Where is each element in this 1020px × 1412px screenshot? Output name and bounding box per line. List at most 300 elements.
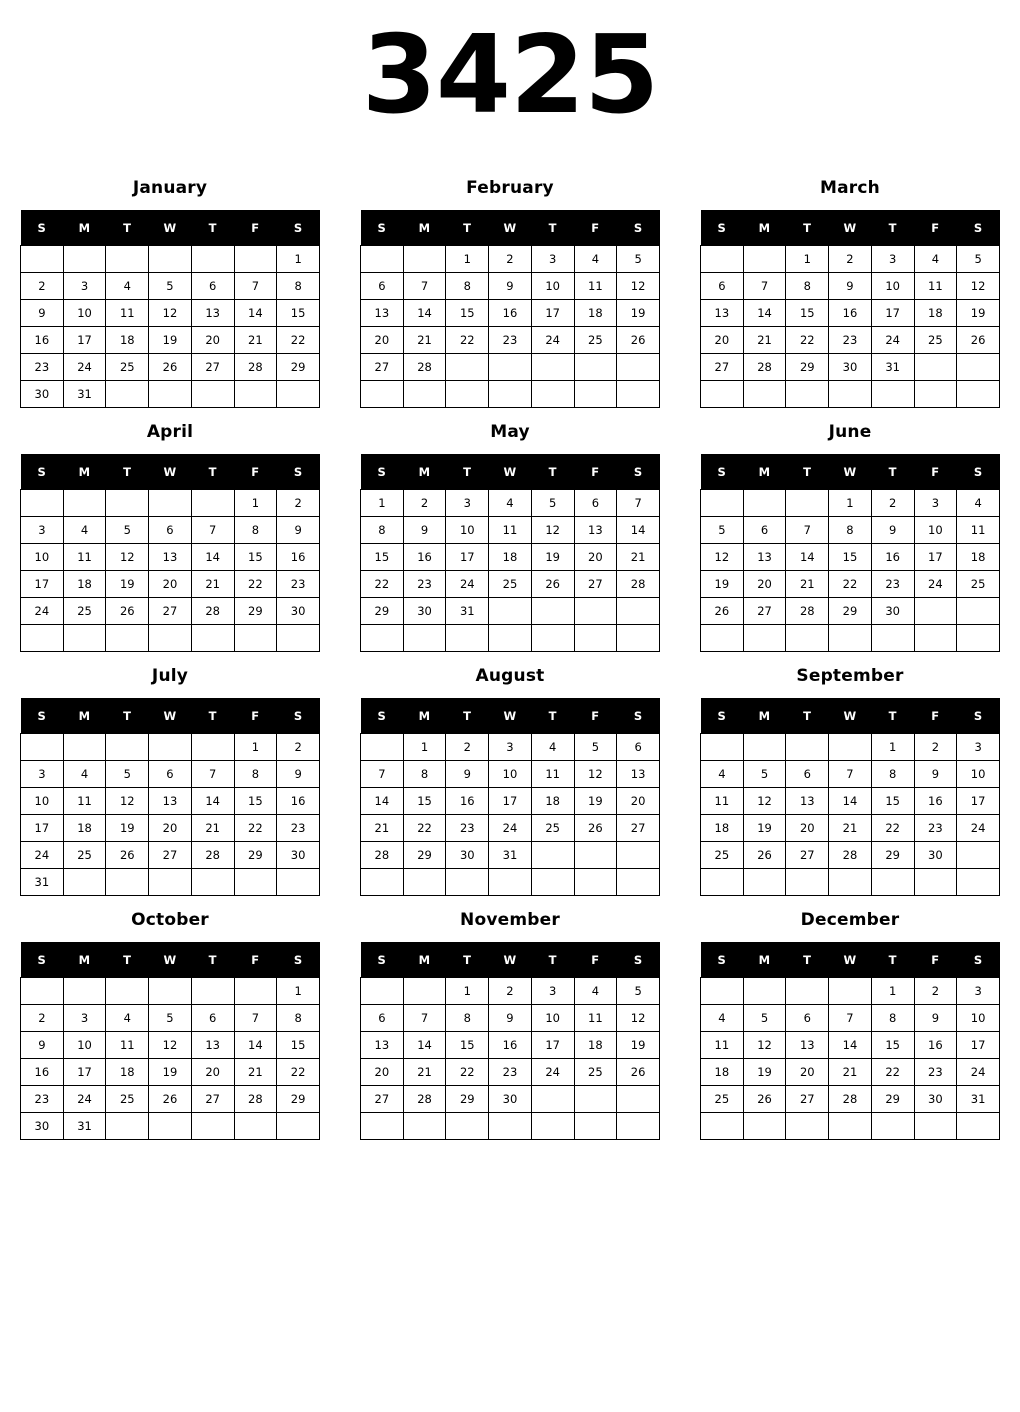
day-cell[interactable]: 7	[191, 761, 234, 788]
day-cell[interactable]: 25	[574, 1059, 617, 1086]
day-cell[interactable]: 6	[191, 1005, 234, 1032]
day-cell[interactable]: 27	[617, 815, 660, 842]
day-cell[interactable]: 21	[829, 1059, 872, 1086]
day-cell[interactable]: 13	[574, 517, 617, 544]
day-cell[interactable]: 18	[957, 544, 1000, 571]
day-cell[interactable]: 6	[361, 1005, 404, 1032]
day-cell[interactable]: 29	[871, 842, 914, 869]
day-cell[interactable]: 3	[21, 761, 64, 788]
day-cell[interactable]: 9	[489, 273, 532, 300]
day-cell[interactable]: 7	[617, 490, 660, 517]
day-cell[interactable]: 25	[957, 571, 1000, 598]
day-cell[interactable]: 31	[871, 354, 914, 381]
day-cell[interactable]: 23	[403, 571, 446, 598]
day-cell[interactable]: 3	[957, 978, 1000, 1005]
day-cell[interactable]: 12	[743, 788, 786, 815]
day-cell[interactable]: 4	[531, 734, 574, 761]
day-cell[interactable]: 5	[574, 734, 617, 761]
day-cell[interactable]: 2	[489, 978, 532, 1005]
day-cell[interactable]: 12	[617, 1005, 660, 1032]
day-cell[interactable]: 21	[743, 327, 786, 354]
day-cell[interactable]: 20	[617, 788, 660, 815]
day-cell[interactable]: 4	[489, 490, 532, 517]
day-cell[interactable]: 13	[786, 1032, 829, 1059]
day-cell[interactable]: 9	[914, 1005, 957, 1032]
day-cell[interactable]: 18	[701, 815, 744, 842]
day-cell[interactable]: 14	[617, 517, 660, 544]
day-cell[interactable]: 26	[743, 1086, 786, 1113]
day-cell[interactable]: 3	[531, 978, 574, 1005]
day-cell[interactable]: 4	[957, 490, 1000, 517]
day-cell[interactable]: 13	[361, 1032, 404, 1059]
day-cell[interactable]: 7	[403, 273, 446, 300]
day-cell[interactable]: 6	[743, 517, 786, 544]
day-cell[interactable]: 30	[446, 842, 489, 869]
day-cell[interactable]: 22	[234, 571, 277, 598]
day-cell[interactable]: 22	[361, 571, 404, 598]
day-cell[interactable]: 8	[361, 517, 404, 544]
day-cell[interactable]: 21	[617, 544, 660, 571]
day-cell[interactable]: 13	[361, 300, 404, 327]
day-cell[interactable]: 22	[871, 815, 914, 842]
day-cell[interactable]: 29	[403, 842, 446, 869]
day-cell[interactable]: 29	[871, 1086, 914, 1113]
day-cell[interactable]: 25	[63, 842, 106, 869]
day-cell[interactable]: 26	[957, 327, 1000, 354]
day-cell[interactable]: 2	[21, 1005, 64, 1032]
day-cell[interactable]: 11	[701, 1032, 744, 1059]
day-cell[interactable]: 8	[871, 761, 914, 788]
day-cell[interactable]: 15	[234, 788, 277, 815]
day-cell[interactable]: 11	[106, 1032, 149, 1059]
day-cell[interactable]: 2	[914, 978, 957, 1005]
day-cell[interactable]: 19	[957, 300, 1000, 327]
day-cell[interactable]: 15	[234, 544, 277, 571]
day-cell[interactable]: 20	[574, 544, 617, 571]
day-cell[interactable]: 24	[531, 327, 574, 354]
day-cell[interactable]: 9	[914, 761, 957, 788]
day-cell[interactable]: 9	[446, 761, 489, 788]
day-cell[interactable]: 28	[191, 598, 234, 625]
day-cell[interactable]: 27	[743, 598, 786, 625]
day-cell[interactable]: 18	[531, 788, 574, 815]
day-cell[interactable]: 23	[914, 1059, 957, 1086]
day-cell[interactable]: 19	[617, 1032, 660, 1059]
day-cell[interactable]: 21	[403, 327, 446, 354]
day-cell[interactable]: 9	[21, 300, 64, 327]
day-cell[interactable]: 10	[489, 761, 532, 788]
day-cell[interactable]: 14	[403, 1032, 446, 1059]
day-cell[interactable]: 29	[786, 354, 829, 381]
day-cell[interactable]: 8	[446, 273, 489, 300]
day-cell[interactable]: 10	[871, 273, 914, 300]
day-cell[interactable]: 21	[191, 571, 234, 598]
day-cell[interactable]: 6	[786, 1005, 829, 1032]
day-cell[interactable]: 8	[403, 761, 446, 788]
day-cell[interactable]: 20	[743, 571, 786, 598]
day-cell[interactable]: 26	[701, 598, 744, 625]
day-cell[interactable]: 17	[957, 788, 1000, 815]
day-cell[interactable]: 19	[617, 300, 660, 327]
day-cell[interactable]: 3	[63, 1005, 106, 1032]
day-cell[interactable]: 30	[277, 842, 320, 869]
day-cell[interactable]: 20	[149, 571, 192, 598]
day-cell[interactable]: 18	[489, 544, 532, 571]
day-cell[interactable]: 24	[21, 842, 64, 869]
day-cell[interactable]: 27	[191, 1086, 234, 1113]
day-cell[interactable]: 7	[234, 1005, 277, 1032]
day-cell[interactable]: 28	[403, 1086, 446, 1113]
day-cell[interactable]: 13	[149, 788, 192, 815]
day-cell[interactable]: 20	[786, 815, 829, 842]
day-cell[interactable]: 10	[957, 1005, 1000, 1032]
day-cell[interactable]: 30	[829, 354, 872, 381]
day-cell[interactable]: 3	[489, 734, 532, 761]
day-cell[interactable]: 18	[914, 300, 957, 327]
day-cell[interactable]: 8	[277, 273, 320, 300]
day-cell[interactable]: 4	[914, 246, 957, 273]
day-cell[interactable]: 16	[403, 544, 446, 571]
day-cell[interactable]: 21	[403, 1059, 446, 1086]
day-cell[interactable]: 31	[446, 598, 489, 625]
day-cell[interactable]: 6	[701, 273, 744, 300]
day-cell[interactable]: 22	[403, 815, 446, 842]
day-cell[interactable]: 29	[829, 598, 872, 625]
day-cell[interactable]: 25	[531, 815, 574, 842]
day-cell[interactable]: 4	[574, 978, 617, 1005]
day-cell[interactable]: 5	[743, 761, 786, 788]
day-cell[interactable]: 10	[914, 517, 957, 544]
day-cell[interactable]: 3	[914, 490, 957, 517]
day-cell[interactable]: 16	[914, 788, 957, 815]
day-cell[interactable]: 10	[957, 761, 1000, 788]
day-cell[interactable]: 17	[531, 1032, 574, 1059]
day-cell[interactable]: 4	[574, 246, 617, 273]
day-cell[interactable]: 20	[191, 327, 234, 354]
day-cell[interactable]: 4	[106, 1005, 149, 1032]
day-cell[interactable]: 4	[63, 761, 106, 788]
day-cell[interactable]: 4	[106, 273, 149, 300]
day-cell[interactable]: 2	[277, 734, 320, 761]
day-cell[interactable]: 10	[446, 517, 489, 544]
day-cell[interactable]: 1	[403, 734, 446, 761]
day-cell[interactable]: 9	[871, 517, 914, 544]
day-cell[interactable]: 3	[531, 246, 574, 273]
day-cell[interactable]: 14	[191, 788, 234, 815]
day-cell[interactable]: 6	[149, 761, 192, 788]
day-cell[interactable]: 2	[21, 273, 64, 300]
day-cell[interactable]: 24	[446, 571, 489, 598]
day-cell[interactable]: 11	[957, 517, 1000, 544]
day-cell[interactable]: 21	[234, 1059, 277, 1086]
day-cell[interactable]: 13	[149, 544, 192, 571]
day-cell[interactable]: 14	[403, 300, 446, 327]
day-cell[interactable]: 10	[21, 788, 64, 815]
day-cell[interactable]: 16	[489, 300, 532, 327]
day-cell[interactable]: 21	[234, 327, 277, 354]
day-cell[interactable]: 2	[871, 490, 914, 517]
day-cell[interactable]: 28	[234, 354, 277, 381]
day-cell[interactable]: 15	[446, 1032, 489, 1059]
day-cell[interactable]: 20	[786, 1059, 829, 1086]
day-cell[interactable]: 13	[191, 300, 234, 327]
day-cell[interactable]: 5	[531, 490, 574, 517]
day-cell[interactable]: 3	[446, 490, 489, 517]
day-cell[interactable]: 19	[531, 544, 574, 571]
day-cell[interactable]: 28	[617, 571, 660, 598]
day-cell[interactable]: 6	[786, 761, 829, 788]
day-cell[interactable]: 16	[277, 544, 320, 571]
day-cell[interactable]: 17	[63, 1059, 106, 1086]
day-cell[interactable]: 22	[786, 327, 829, 354]
day-cell[interactable]: 9	[277, 761, 320, 788]
day-cell[interactable]: 23	[489, 327, 532, 354]
day-cell[interactable]: 3	[21, 517, 64, 544]
day-cell[interactable]: 25	[574, 327, 617, 354]
day-cell[interactable]: 26	[149, 1086, 192, 1113]
day-cell[interactable]: 14	[786, 544, 829, 571]
day-cell[interactable]: 30	[871, 598, 914, 625]
day-cell[interactable]: 28	[403, 354, 446, 381]
day-cell[interactable]: 11	[63, 788, 106, 815]
day-cell[interactable]: 2	[914, 734, 957, 761]
day-cell[interactable]: 1	[446, 246, 489, 273]
day-cell[interactable]: 24	[871, 327, 914, 354]
day-cell[interactable]: 23	[914, 815, 957, 842]
day-cell[interactable]: 14	[234, 300, 277, 327]
day-cell[interactable]: 6	[617, 734, 660, 761]
day-cell[interactable]: 30	[21, 1113, 64, 1140]
day-cell[interactable]: 11	[63, 544, 106, 571]
day-cell[interactable]: 3	[63, 273, 106, 300]
day-cell[interactable]: 7	[234, 273, 277, 300]
day-cell[interactable]: 17	[446, 544, 489, 571]
day-cell[interactable]: 30	[914, 842, 957, 869]
day-cell[interactable]: 8	[234, 517, 277, 544]
day-cell[interactable]: 20	[361, 327, 404, 354]
day-cell[interactable]: 15	[871, 788, 914, 815]
day-cell[interactable]: 7	[361, 761, 404, 788]
day-cell[interactable]: 10	[63, 1032, 106, 1059]
day-cell[interactable]: 15	[277, 300, 320, 327]
day-cell[interactable]: 25	[63, 598, 106, 625]
day-cell[interactable]: 16	[871, 544, 914, 571]
day-cell[interactable]: 28	[361, 842, 404, 869]
day-cell[interactable]: 20	[701, 327, 744, 354]
day-cell[interactable]: 10	[21, 544, 64, 571]
day-cell[interactable]: 1	[361, 490, 404, 517]
day-cell[interactable]: 9	[21, 1032, 64, 1059]
day-cell[interactable]: 14	[829, 788, 872, 815]
day-cell[interactable]: 26	[743, 842, 786, 869]
day-cell[interactable]: 23	[446, 815, 489, 842]
day-cell[interactable]: 8	[786, 273, 829, 300]
day-cell[interactable]: 6	[574, 490, 617, 517]
day-cell[interactable]: 25	[489, 571, 532, 598]
day-cell[interactable]: 23	[21, 354, 64, 381]
day-cell[interactable]: 22	[277, 1059, 320, 1086]
day-cell[interactable]: 1	[446, 978, 489, 1005]
day-cell[interactable]: 17	[21, 815, 64, 842]
day-cell[interactable]: 23	[829, 327, 872, 354]
day-cell[interactable]: 8	[871, 1005, 914, 1032]
day-cell[interactable]: 27	[361, 354, 404, 381]
day-cell[interactable]: 5	[957, 246, 1000, 273]
day-cell[interactable]: 9	[277, 517, 320, 544]
day-cell[interactable]: 26	[149, 354, 192, 381]
day-cell[interactable]: 22	[446, 1059, 489, 1086]
day-cell[interactable]: 24	[489, 815, 532, 842]
day-cell[interactable]: 11	[914, 273, 957, 300]
day-cell[interactable]: 15	[403, 788, 446, 815]
day-cell[interactable]: 27	[701, 354, 744, 381]
day-cell[interactable]: 23	[871, 571, 914, 598]
day-cell[interactable]: 26	[617, 327, 660, 354]
day-cell[interactable]: 1	[871, 978, 914, 1005]
day-cell[interactable]: 16	[489, 1032, 532, 1059]
day-cell[interactable]: 17	[957, 1032, 1000, 1059]
day-cell[interactable]: 9	[489, 1005, 532, 1032]
day-cell[interactable]: 8	[277, 1005, 320, 1032]
day-cell[interactable]: 31	[489, 842, 532, 869]
day-cell[interactable]: 30	[489, 1086, 532, 1113]
day-cell[interactable]: 11	[106, 300, 149, 327]
day-cell[interactable]: 24	[63, 1086, 106, 1113]
day-cell[interactable]: 24	[957, 1059, 1000, 1086]
day-cell[interactable]: 12	[743, 1032, 786, 1059]
day-cell[interactable]: 12	[574, 761, 617, 788]
day-cell[interactable]: 15	[446, 300, 489, 327]
day-cell[interactable]: 7	[786, 517, 829, 544]
day-cell[interactable]: 11	[489, 517, 532, 544]
day-cell[interactable]: 31	[21, 869, 64, 896]
day-cell[interactable]: 14	[234, 1032, 277, 1059]
day-cell[interactable]: 22	[871, 1059, 914, 1086]
day-cell[interactable]: 18	[63, 815, 106, 842]
day-cell[interactable]: 17	[871, 300, 914, 327]
day-cell[interactable]: 3	[957, 734, 1000, 761]
day-cell[interactable]: 18	[63, 571, 106, 598]
day-cell[interactable]: 7	[191, 517, 234, 544]
day-cell[interactable]: 28	[743, 354, 786, 381]
day-cell[interactable]: 30	[403, 598, 446, 625]
day-cell[interactable]: 5	[106, 517, 149, 544]
day-cell[interactable]: 7	[743, 273, 786, 300]
day-cell[interactable]: 16	[21, 1059, 64, 1086]
day-cell[interactable]: 26	[106, 842, 149, 869]
day-cell[interactable]: 27	[149, 842, 192, 869]
day-cell[interactable]: 13	[701, 300, 744, 327]
day-cell[interactable]: 25	[914, 327, 957, 354]
day-cell[interactable]: 2	[446, 734, 489, 761]
day-cell[interactable]: 13	[191, 1032, 234, 1059]
day-cell[interactable]: 24	[531, 1059, 574, 1086]
day-cell[interactable]: 21	[361, 815, 404, 842]
day-cell[interactable]: 12	[617, 273, 660, 300]
day-cell[interactable]: 28	[191, 842, 234, 869]
day-cell[interactable]: 30	[21, 381, 64, 408]
day-cell[interactable]: 28	[786, 598, 829, 625]
day-cell[interactable]: 7	[829, 1005, 872, 1032]
day-cell[interactable]: 14	[743, 300, 786, 327]
day-cell[interactable]: 23	[277, 815, 320, 842]
day-cell[interactable]: 31	[957, 1086, 1000, 1113]
day-cell[interactable]: 25	[106, 1086, 149, 1113]
day-cell[interactable]: 14	[361, 788, 404, 815]
day-cell[interactable]: 8	[234, 761, 277, 788]
day-cell[interactable]: 22	[234, 815, 277, 842]
day-cell[interactable]: 15	[829, 544, 872, 571]
day-cell[interactable]: 12	[531, 517, 574, 544]
day-cell[interactable]: 2	[277, 490, 320, 517]
day-cell[interactable]: 20	[361, 1059, 404, 1086]
day-cell[interactable]: 26	[574, 815, 617, 842]
day-cell[interactable]: 11	[531, 761, 574, 788]
day-cell[interactable]: 25	[701, 1086, 744, 1113]
day-cell[interactable]: 12	[106, 544, 149, 571]
day-cell[interactable]: 29	[277, 354, 320, 381]
day-cell[interactable]: 29	[234, 842, 277, 869]
day-cell[interactable]: 11	[574, 1005, 617, 1032]
day-cell[interactable]: 1	[234, 490, 277, 517]
day-cell[interactable]: 14	[829, 1032, 872, 1059]
day-cell[interactable]: 27	[361, 1086, 404, 1113]
day-cell[interactable]: 20	[191, 1059, 234, 1086]
day-cell[interactable]: 30	[914, 1086, 957, 1113]
day-cell[interactable]: 1	[829, 490, 872, 517]
day-cell[interactable]: 2	[403, 490, 446, 517]
day-cell[interactable]: 29	[277, 1086, 320, 1113]
day-cell[interactable]: 11	[574, 273, 617, 300]
day-cell[interactable]: 4	[63, 517, 106, 544]
day-cell[interactable]: 4	[701, 761, 744, 788]
day-cell[interactable]: 5	[617, 978, 660, 1005]
day-cell[interactable]: 7	[829, 761, 872, 788]
day-cell[interactable]: 8	[829, 517, 872, 544]
day-cell[interactable]: 23	[489, 1059, 532, 1086]
day-cell[interactable]: 21	[191, 815, 234, 842]
day-cell[interactable]: 29	[361, 598, 404, 625]
day-cell[interactable]: 1	[871, 734, 914, 761]
day-cell[interactable]: 31	[63, 381, 106, 408]
day-cell[interactable]: 17	[21, 571, 64, 598]
day-cell[interactable]: 15	[277, 1032, 320, 1059]
day-cell[interactable]: 27	[149, 598, 192, 625]
day-cell[interactable]: 12	[149, 1032, 192, 1059]
day-cell[interactable]: 26	[106, 598, 149, 625]
day-cell[interactable]: 29	[234, 598, 277, 625]
day-cell[interactable]: 27	[786, 842, 829, 869]
day-cell[interactable]: 27	[191, 354, 234, 381]
day-cell[interactable]: 1	[786, 246, 829, 273]
day-cell[interactable]: 16	[829, 300, 872, 327]
day-cell[interactable]: 3	[871, 246, 914, 273]
day-cell[interactable]: 7	[403, 1005, 446, 1032]
day-cell[interactable]: 24	[21, 598, 64, 625]
day-cell[interactable]: 16	[277, 788, 320, 815]
day-cell[interactable]: 19	[149, 327, 192, 354]
day-cell[interactable]: 12	[957, 273, 1000, 300]
day-cell[interactable]: 18	[106, 1059, 149, 1086]
day-cell[interactable]: 19	[743, 815, 786, 842]
day-cell[interactable]: 19	[574, 788, 617, 815]
day-cell[interactable]: 1	[277, 246, 320, 273]
day-cell[interactable]: 1	[234, 734, 277, 761]
day-cell[interactable]: 13	[617, 761, 660, 788]
day-cell[interactable]: 17	[531, 300, 574, 327]
day-cell[interactable]: 23	[21, 1086, 64, 1113]
day-cell[interactable]: 5	[149, 273, 192, 300]
